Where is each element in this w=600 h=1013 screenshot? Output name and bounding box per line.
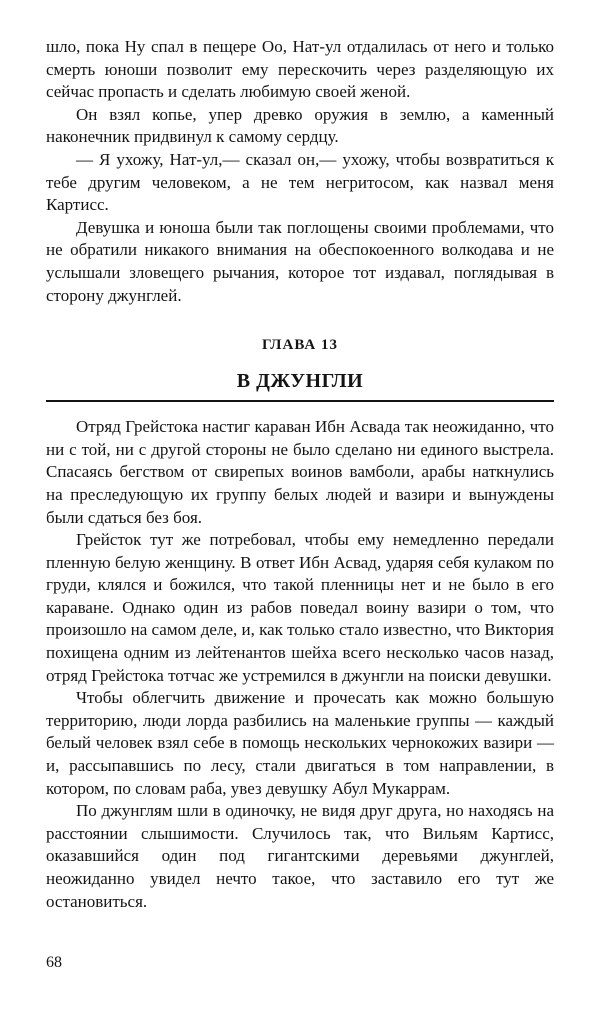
page-number: 68	[46, 954, 62, 971]
intro-paragraph-2: Он взял копье, упер древко оружия в землю, а каменный наконечник придвинул к самому сердцу.	[46, 104, 554, 147]
chapter-divider	[46, 400, 554, 402]
chapter-paragraph-3: Чтобы облегчить движение и прочесать как можно большую территорию, люди лорда разбились на маленькие группы — каждый белый человек взял себе в помощь нескольких чернокожих вазири — и, рассыпавшись по лесу, стали двигаться в том направлении, в котором, по словам раба, увез девушку Абул Мукаррам.	[46, 688, 554, 798]
chapter-paragraph-4: По джунглям шли в одиночку, не видя друг друга, но находясь на расстоянии слышимости. Случилось так, что Вильям Картисс, оказавшийся один под гигантскими деревьями джунглей, неожиданно увидел нечто такое, что заставило его тут же остановиться.	[46, 801, 554, 911]
chapter-paragraph-1: Отряд Грейстока настиг караван Ибн Асвада так неожиданно, что ни с той, ни с другой стороны не было сделано ни единого выстрела. Спасаясь бегством от свирепых воинов вамболи, арабы наткнулись на преследующую их группу белых людей и вазири и вынуждены были сдаться без боя.	[46, 417, 554, 527]
intro-paragraph-3: — Я ухожу, Нат-ул,— сказал он,— ухожу, чтобы возвратиться к тебе другим человеком, а не тем негритосом, как назвал меня Картисс.	[46, 149, 554, 215]
book-page	[46, 36, 554, 913]
intro-paragraph-4: Девушка и юноша были так поглощены своими проблемами, что не обратили никакого внимания на обеспокоенного волкодава и не услышали зловещего рычания, которое тот издавал, поглядывая в сторону джунглей.	[46, 217, 554, 305]
chapter-title: В ДЖУНГЛИ	[236, 370, 364, 393]
intro-paragraph-1: шло, пока Ну спал в пещере Оо, Нат-ул отдалилась от него и только смерть юноши позволит ему перескочить через разделяющую их сейчас пропасть и сделать любимую своей женой.	[46, 37, 554, 102]
chapter-label: ГЛАВА 13	[262, 337, 338, 354]
chapter-paragraph-2: Грейсток тут же потребовал, чтобы ему немедленно передали пленную белую женщину. В ответ Ибн Асвад, ударяя себя кулаком по груди, клялся и божился, что такой пленницы нет и не было в его караване. Однако один из рабов поведал воину вазири о том, что произошло на самом деле, и, как только стало известно, что Виктория похищена одним из лейтенантов шейха всего несколько часов назад, отряд Грейстока тотчас же устремился в джунгли на поиски девушки.	[46, 530, 554, 685]
